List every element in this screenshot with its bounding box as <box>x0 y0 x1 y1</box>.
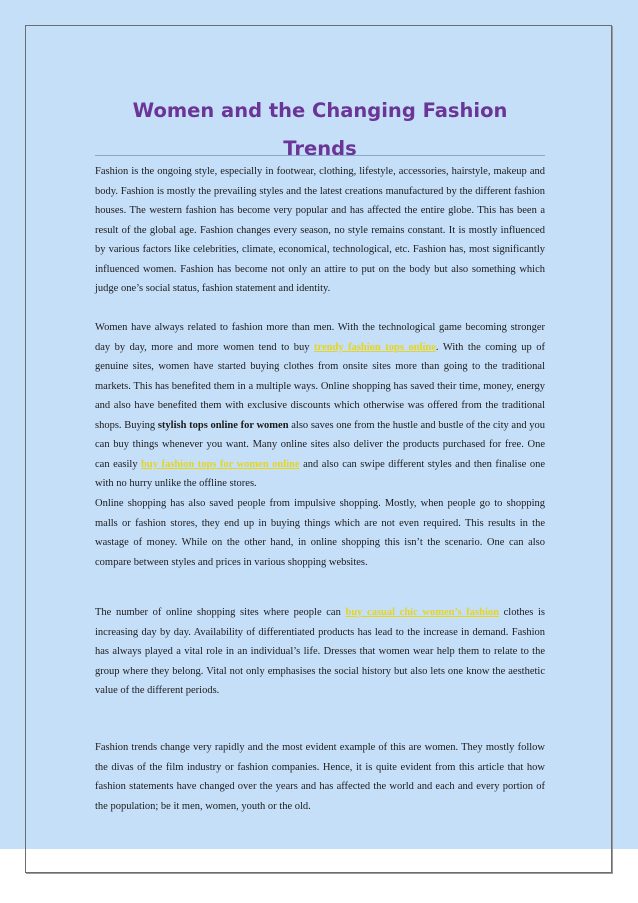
paragraph-2-text-3: also saves one from the hustle and bustle of the city and you can buy things whenever you want. Many online sites also deliver the products purchased for free. One can easily <box>95 419 546 470</box>
paragraph-2-text-4: and also can swipe different styles and then finalise one with no hurry unlike the offline stores. <box>95 458 545 489</box>
title-divider <box>95 155 545 156</box>
paragraph-2 <box>95 318 545 494</box>
paragraph-1 <box>95 162 545 299</box>
paragraph-4-text-1: The number of online shopping sites where people can <box>95 607 346 618</box>
paragraph-5-text: Fashion trends change very rapidly and the most evident example of this are women. They mostly follow the divas of the film industry or fashion companies. Hence, it is quite evident from this article that how fashion statements have changed over the years and has affected the world and each and every portion of the population; be it men, women, youth or the old. <box>95 742 545 812</box>
paragraph-4 <box>95 603 545 701</box>
paragraph-2-text-2: . With the coming up of genuine sites, women have started buying clothes from onsite sites more than going to the traditional markets. This has benefited them in a multiple ways. Online shopping has saved their time, money, energy and also have benefited them with exclusive discounts which otherwise was offered from the traditional shops. Buying <box>95 341 545 431</box>
link-buy-fashion-tops-for-women-online[interactable]: buy fashion tops for women online <box>141 458 300 470</box>
paragraph-3-text: Online shopping has also saved people from impulsive shopping. Mostly, when people go to shopping malls or fashion stores, they end up in buying things which are not even required. This results in the wastage of money. While on the other hand, in online shopping this isn’t the scenario. One can also compare between styles and prices in various shopping websites. <box>95 498 545 568</box>
paragraph-5 <box>95 738 545 816</box>
paragraph-4-text-2: clothes is increasing day by day. Availability of differentiated products has lead to the increase in demand. Fashion has always played a vital role in an individual’s life. Dresses that women wear help them to relate to the group where they belong. Vital not only emphasises the social history but also lets one know the aesthetic value of the different periods. <box>95 607 545 696</box>
bold-stylish-tops-online: stylish tops online for women <box>157 419 289 431</box>
link-buy-casual-chic-womens-fashion[interactable]: buy casual chic women’s fashion <box>345 607 499 618</box>
document-title: Women and the Changing Fashion Trends <box>132 99 508 160</box>
paragraph-2-text-1: Women have always related to fashion more than men. With the technological game becoming stronger day by day, more and more women tend to buy <box>95 322 545 353</box>
paragraph-3 <box>95 494 545 572</box>
paragraph-1-text: Fashion is the ongoing style, especially in footwear, clothing, lifestyle, accessories, hairstyle, makeup and body. Fashion is mostly the prevailing styles and the latest creations manufactured by the different fashion houses. The western fashion has become very popular and has affected the entire globe. This has been a result of the global age. Fashion changes every season, no style remains constant. It is mostly influenced by various factors like celebrities, climate, economical, technological, etc. Fashion has, most significantly influenced women. Fashion has become not only an attire to put on the body but also something which judge one’s social status, fashion statement and identity. <box>95 166 545 294</box>
link-trendy-fashion-tops-online[interactable]: trendy fashion tops online <box>314 341 436 353</box>
